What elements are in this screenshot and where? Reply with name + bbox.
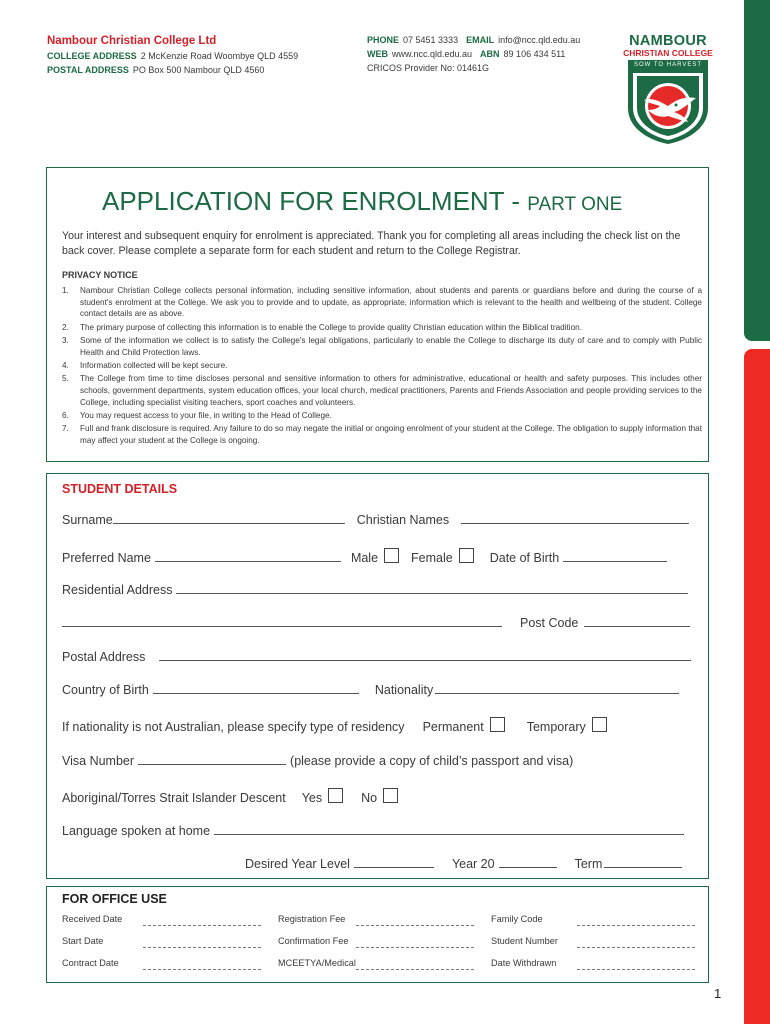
preferred-row [62, 548, 667, 565]
dob-label: Date of Birth [489, 551, 560, 565]
male-checkbox[interactable] [384, 548, 399, 563]
visa-row [62, 752, 573, 768]
christian-names-label: Christian Names [356, 513, 450, 527]
privacy-item [62, 410, 702, 422]
college-address-label: COLLEGE ADDRESS [47, 51, 137, 61]
year-row [245, 855, 682, 871]
school-name: Nambour Christian College Ltd [47, 35, 217, 47]
student-details-box [46, 473, 709, 879]
office-field-line[interactable] [577, 938, 695, 948]
office-field-label: Registration Fee [278, 914, 346, 924]
residency-question: If nationality is not Australian, please specify type of residency [62, 720, 405, 734]
permanent-label: Permanent [422, 720, 484, 734]
office-field-label: Start Date [62, 936, 104, 946]
female-label: Female [411, 551, 453, 565]
privacy-item-text: Some of the information we collect is to satisfy the College's legal obligations, particularly to enable the College to discharge its duty of care and to comply with Public Health and Child Protection laws. [80, 335, 702, 357]
male-label: Male [350, 551, 379, 565]
privacy-item-number: 4. [62, 360, 69, 370]
dob-field[interactable] [563, 549, 667, 562]
student-details-heading: STUDENT DETAILS [62, 482, 178, 496]
postal-address-label: Postal Address [62, 650, 146, 664]
office-field-label: Confirmation Fee [278, 936, 349, 946]
bird-crest-icon [628, 70, 708, 144]
temporary-checkbox[interactable] [592, 717, 607, 732]
atsi-row [62, 788, 398, 805]
preferred-name-label: Preferred Name [62, 551, 151, 565]
yes-label: Yes [301, 791, 323, 805]
post-code-label: Post Code [520, 616, 579, 630]
phone: 07 5451 3333 [403, 35, 459, 45]
privacy-item [62, 335, 702, 358]
residential-address-label: Residential Address [62, 583, 173, 597]
privacy-item-number: 5. [62, 374, 69, 384]
cricos: CRICOS Provider No: 01461G [367, 63, 490, 73]
desired-year-label: Desired Year Level [245, 857, 350, 871]
abn: 89 106 434 511 [503, 49, 566, 59]
phone-label: PHONE [367, 35, 400, 45]
surname-row [62, 511, 689, 527]
nationality-label: Nationality [374, 683, 434, 697]
privacy-item-text: Full and frank disclosure is required. Any failure to do so may negate the initial or ongoing enrolment of your student at the College. The obligation to supply information that may affect your student at the College is ongoing. [80, 424, 702, 445]
college-address: 2 McKenzie Road Woombye QLD 4559 [140, 51, 299, 61]
preferred-name-field[interactable] [155, 549, 341, 562]
country-of-birth-label: Country of Birth [62, 683, 149, 697]
office-field-line[interactable] [356, 938, 474, 948]
postal-address-label: POSTAL ADDRESS [47, 65, 129, 75]
visa-number-label: Visa Number [62, 754, 135, 768]
postal-address: PO Box 500 Nambour QLD 4560 [132, 65, 265, 75]
office-field-line[interactable] [577, 960, 695, 970]
atsi-label: Aboriginal/Torres Strait Islander Descent [62, 791, 286, 805]
office-field-line[interactable] [143, 938, 261, 948]
web-label: WEB [367, 49, 388, 59]
office-field-line[interactable] [356, 916, 474, 926]
no-label: No [361, 791, 378, 805]
web[interactable]: www.ncc.qld.edu.au [392, 49, 473, 59]
residential-row [62, 581, 688, 597]
privacy-item-text: Nambour Christian College collects personal information, including sensitive information, about students and parents or guardians before and during the course of a student's enrolment at the College. We ask you to provide and to update, as appropriate, information which is relevant to the health and wellbeing of the student. College contact details are as above. [80, 286, 702, 319]
visa-note: (please provide a copy of child’s passport and visa) [290, 754, 574, 768]
page-title [102, 186, 622, 217]
privacy-item [62, 285, 702, 320]
privacy-item-number: 1. [62, 286, 69, 295]
office-field-label: Family Code [491, 914, 543, 924]
logo-line2: CHRISTIAN COLLEGE [623, 48, 713, 58]
temporary-label: Temporary [526, 720, 586, 734]
privacy-item [62, 360, 702, 372]
office-field-line[interactable] [143, 916, 261, 926]
office-field-line[interactable] [577, 916, 695, 926]
abn-label: ABN [480, 49, 500, 59]
email[interactable]: info@ncc.qld.edu.au [498, 35, 581, 45]
visa-number-field[interactable] [138, 752, 286, 765]
title-sub: PART ONE [527, 194, 623, 215]
language-row [62, 822, 684, 838]
privacy-heading: PRIVACY NOTICE [62, 270, 138, 280]
privacy-item-text: The College from time to time discloses personal and sensitive information to others for administrative, educational or health and safety purposes. This includes other schools, government departments, system education offices, your local church, medical practitioners, Parents and Friends Association and people providing services to the College, including specialist visiting teachers, sport coaches and volunteers. [80, 374, 702, 407]
page-number: 1 [714, 986, 722, 1001]
surname-field[interactable] [113, 511, 345, 524]
logo-motto: SOW TO HARVEST [628, 60, 708, 70]
residential-address-field[interactable] [176, 581, 688, 594]
privacy-item [62, 322, 702, 334]
office-field-label: Received Date [62, 914, 123, 924]
privacy-item [62, 423, 702, 446]
office-field-label: Contract Date [62, 958, 119, 968]
side-bar-red [744, 349, 770, 1024]
atsi-no-checkbox[interactable] [383, 788, 398, 803]
surname-label: Surname [62, 513, 113, 527]
permanent-checkbox[interactable] [490, 717, 505, 732]
logo-line1: NAMBOUR [629, 33, 707, 49]
office-field-line[interactable] [143, 960, 261, 970]
office-field-label: Date Withdrawn [491, 958, 557, 968]
privacy-item-text: You may request access to your file, in writing to the Head of College. [80, 410, 332, 420]
language-label: Language spoken at home [62, 824, 211, 838]
postcode-row [62, 614, 690, 630]
privacy-list [62, 285, 702, 448]
term-field[interactable] [604, 855, 682, 868]
birth-row [62, 681, 679, 697]
office-use-heading: FOR OFFICE USE [62, 892, 167, 906]
residency-row [62, 717, 607, 734]
term-label: Term [574, 857, 603, 871]
language-field[interactable] [214, 822, 684, 835]
privacy-item-text: Information collected will be kept secure. [80, 360, 228, 370]
residential-address-field-2[interactable] [62, 614, 502, 627]
atsi-yes-checkbox[interactable] [328, 788, 343, 803]
privacy-item [62, 373, 702, 408]
postal-address-field[interactable] [159, 648, 691, 661]
nationality-field[interactable] [435, 681, 679, 694]
title-main: APPLICATION FOR ENROLMENT - [102, 186, 528, 216]
privacy-item-number: 2. [62, 322, 69, 332]
post-code-field[interactable] [584, 614, 690, 627]
office-field-label: Student Number [491, 936, 558, 946]
year-label: Year 20 [451, 857, 495, 871]
side-bar-green [744, 0, 770, 341]
privacy-item-text: The primary purpose of collecting this information is to enable the College to provide quality Christian education within the Biblical tradition. [80, 322, 582, 332]
school-contact-left [47, 33, 298, 77]
postal-row [62, 648, 691, 664]
email-label: EMAIL [466, 35, 495, 45]
privacy-item-number: 3. [62, 335, 69, 345]
privacy-item-number: 7. [62, 424, 69, 434]
school-contact-right [367, 33, 580, 75]
christian-names-field[interactable] [461, 511, 689, 524]
country-of-birth-field[interactable] [153, 681, 359, 694]
intro-text: Your interest and subsequent enquiry for enrolment is appreciated. Thank you for completing all areas including the check list on the back cover. Please complete a separate form for each student and return to the College Registrar. [62, 230, 681, 257]
female-checkbox[interactable] [459, 548, 474, 563]
office-field-line[interactable] [356, 960, 474, 970]
privacy-item-number: 6. [62, 410, 69, 420]
office-field-label: MCEETYA/Medical [278, 958, 356, 968]
desired-year-field[interactable] [354, 855, 434, 868]
year-field[interactable] [499, 855, 557, 868]
